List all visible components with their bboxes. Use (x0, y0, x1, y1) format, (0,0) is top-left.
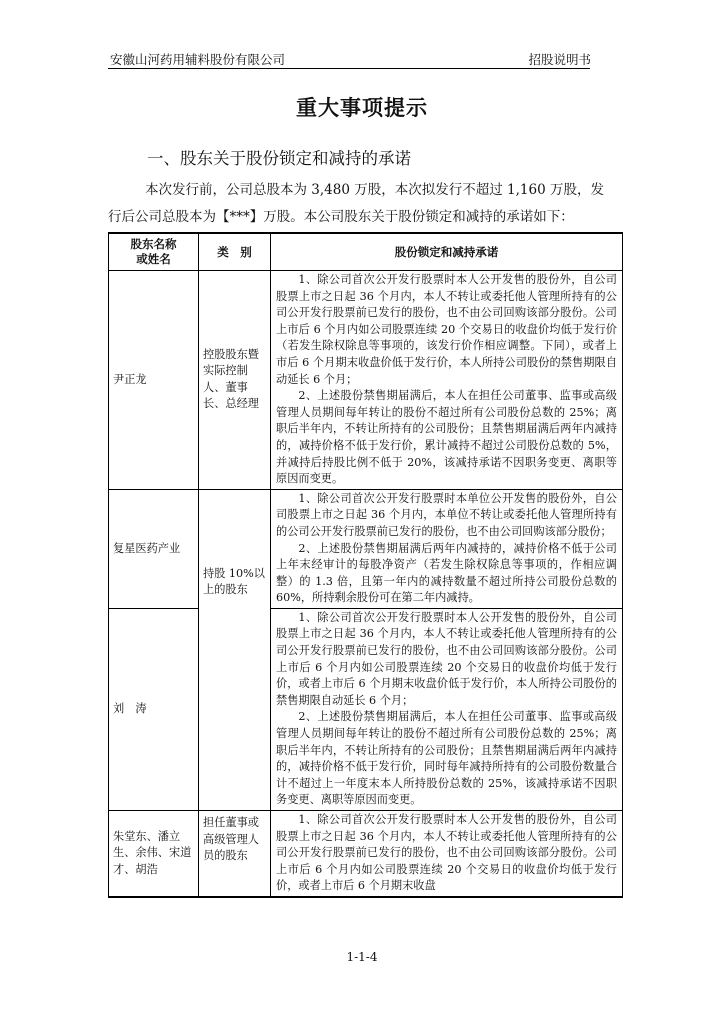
commitment-paragraph: 1、除公司首次公开发行股票时本单位公开发售的股份外，自公司股票上市之日起 36 个月内，本单位不转让或委托他人管理所持有的公司公开发行股票前已发行的股份，也不由公司回购该部分股份； (276, 491, 617, 538)
row-commitment (271, 811, 623, 897)
section-heading: 一、股东关于股份锁定和减持的承诺 (147, 149, 411, 168)
header-company: 安徽山河药用辅料股份有限公司 (110, 52, 286, 67)
intro-line-1: 本次发行前，公司总股本为 3,480 万股，本次拟发行不超过 1,160 万股，发 (145, 182, 604, 198)
page-number: 1-1-4 (346, 950, 378, 964)
row-name: 复星医药产业 (109, 489, 199, 608)
table-row (109, 489, 623, 608)
commitment-paragraph: 1、除公司首次公开发行股票时本人公开发售的股份外，自公司股票上市之日起 36 个月内，本人不转让或委托他人管理所持有的公司公开发行股票前已发行的股份，也不由公司回购该部分股份。公司上市后 6 个月内如公司股票连续 20 个交易日的收盘价均低于发行价（若发生除权除息等事项的，该发行价作相应调整。下同），或者上市后 6 个月期末收盘价低于发行价，本人所持公司股份的禁售期限自动延长 6 个月； (276, 273, 617, 386)
category-text: 担任董事或高级管理人员的股东 (203, 816, 259, 863)
header-divider (108, 68, 590, 69)
commitment-paragraph: 1、除公司首次公开发行股票时本人公开发售的股份外，自公司股票上市之日起 36 个月内，本人不转让或委托他人管理所持有的公司公开发行股票前已发行的股份，也不由公司回购该部分股份。公司上市后 6 个月内如公司股票连续 20 个交易日的收盘价均低于发行价，或者上市后 6 个月期末收盘价低于发行价，本人所持公司股份的禁售期限自动延长 6 个月； (276, 610, 617, 707)
row-name: 朱堂东、潘立生、余伟、宋道才、胡浩 (109, 811, 199, 897)
commitment-paragraph: 2、上述股份禁售期届满后，本人在担任公司董事、监事或高级管理人员期间每年转让的股份不超过所有公司股份总数的 25%；离职后半年内，不转让所持有的公司股份；且禁售期届满后两年内减持的，减持价格不低于发行价，同时每年减持所持有的公司股份数量合计不超过上一年度末本人所持股份总数的 25%，该减持承诺不因职务变更、离职等原因而变更。 (276, 710, 617, 807)
intro-line-2: 行后公司总股本为【***】万股。本公司股东关于股份锁定和减持的承诺如下： (108, 209, 574, 225)
table-row (109, 271, 623, 490)
page-title: 重大事项提示 (296, 96, 428, 120)
header-category: 类 别 (199, 233, 271, 271)
commitment-paragraph: 2、上述股份禁售期届满后两年内减持的，减持价格不低于公司上年末经审计的每股净资产（若发生除权除息等事项的，作相应调整）的 1.3 倍，且第一年内的减持数量不超过所持公司股份总数的 60%，所持剩余股份可在第二年内减持。 (276, 541, 617, 605)
header-commitment: 股份锁定和减持承诺 (271, 233, 623, 271)
row-name: 尹正龙 (109, 271, 199, 490)
row-commitment (271, 271, 623, 490)
row-name: 刘 涛 (109, 608, 199, 810)
commitment-table (108, 232, 623, 898)
header-doc-type: 招股说明书 (528, 52, 591, 67)
row-category (199, 811, 271, 897)
shared-category-text: 持股 10%以上的股东 (203, 566, 265, 597)
table-header-row (109, 233, 623, 271)
header-name: 股东名称或姓名 (109, 233, 199, 271)
row-commitment (271, 489, 623, 608)
table-row (109, 608, 623, 810)
commitment-paragraph: 1、除公司首次公开发行股票时本人公开发售的股份外，自公司股票上市之日起 36 个月内，本人不转让或委托他人管理所持有的公司公开发行股票前已发行的股份，也不由公司回购该部分股份。公司上市后 6 个月内如公司股票连续 20 个交易日的收盘价均低于发行价，或者上市后 6 个月期末收盘 (276, 813, 617, 893)
commitment-paragraph: 2、上述股份禁售期届满后，本人在担任公司董事、监事或高级管理人员期间每年转让的股份不超过所有公司股份总数的 25%；离职后半年内，不转让所持有的公司股份；且禁售期届满后两年内减持的，减持价格不低于发行价，累计减持不超过公司股份总数的 5%，并减持后持股比例不低于 20%，该减持承诺不因职务变更、离职等原因而变更。 (276, 389, 617, 486)
row-category-shared (199, 489, 271, 810)
table-row (109, 811, 623, 897)
row-category: 控股股东暨实际控制人、董事长、总经理 (199, 271, 271, 490)
row-commitment (271, 608, 623, 810)
